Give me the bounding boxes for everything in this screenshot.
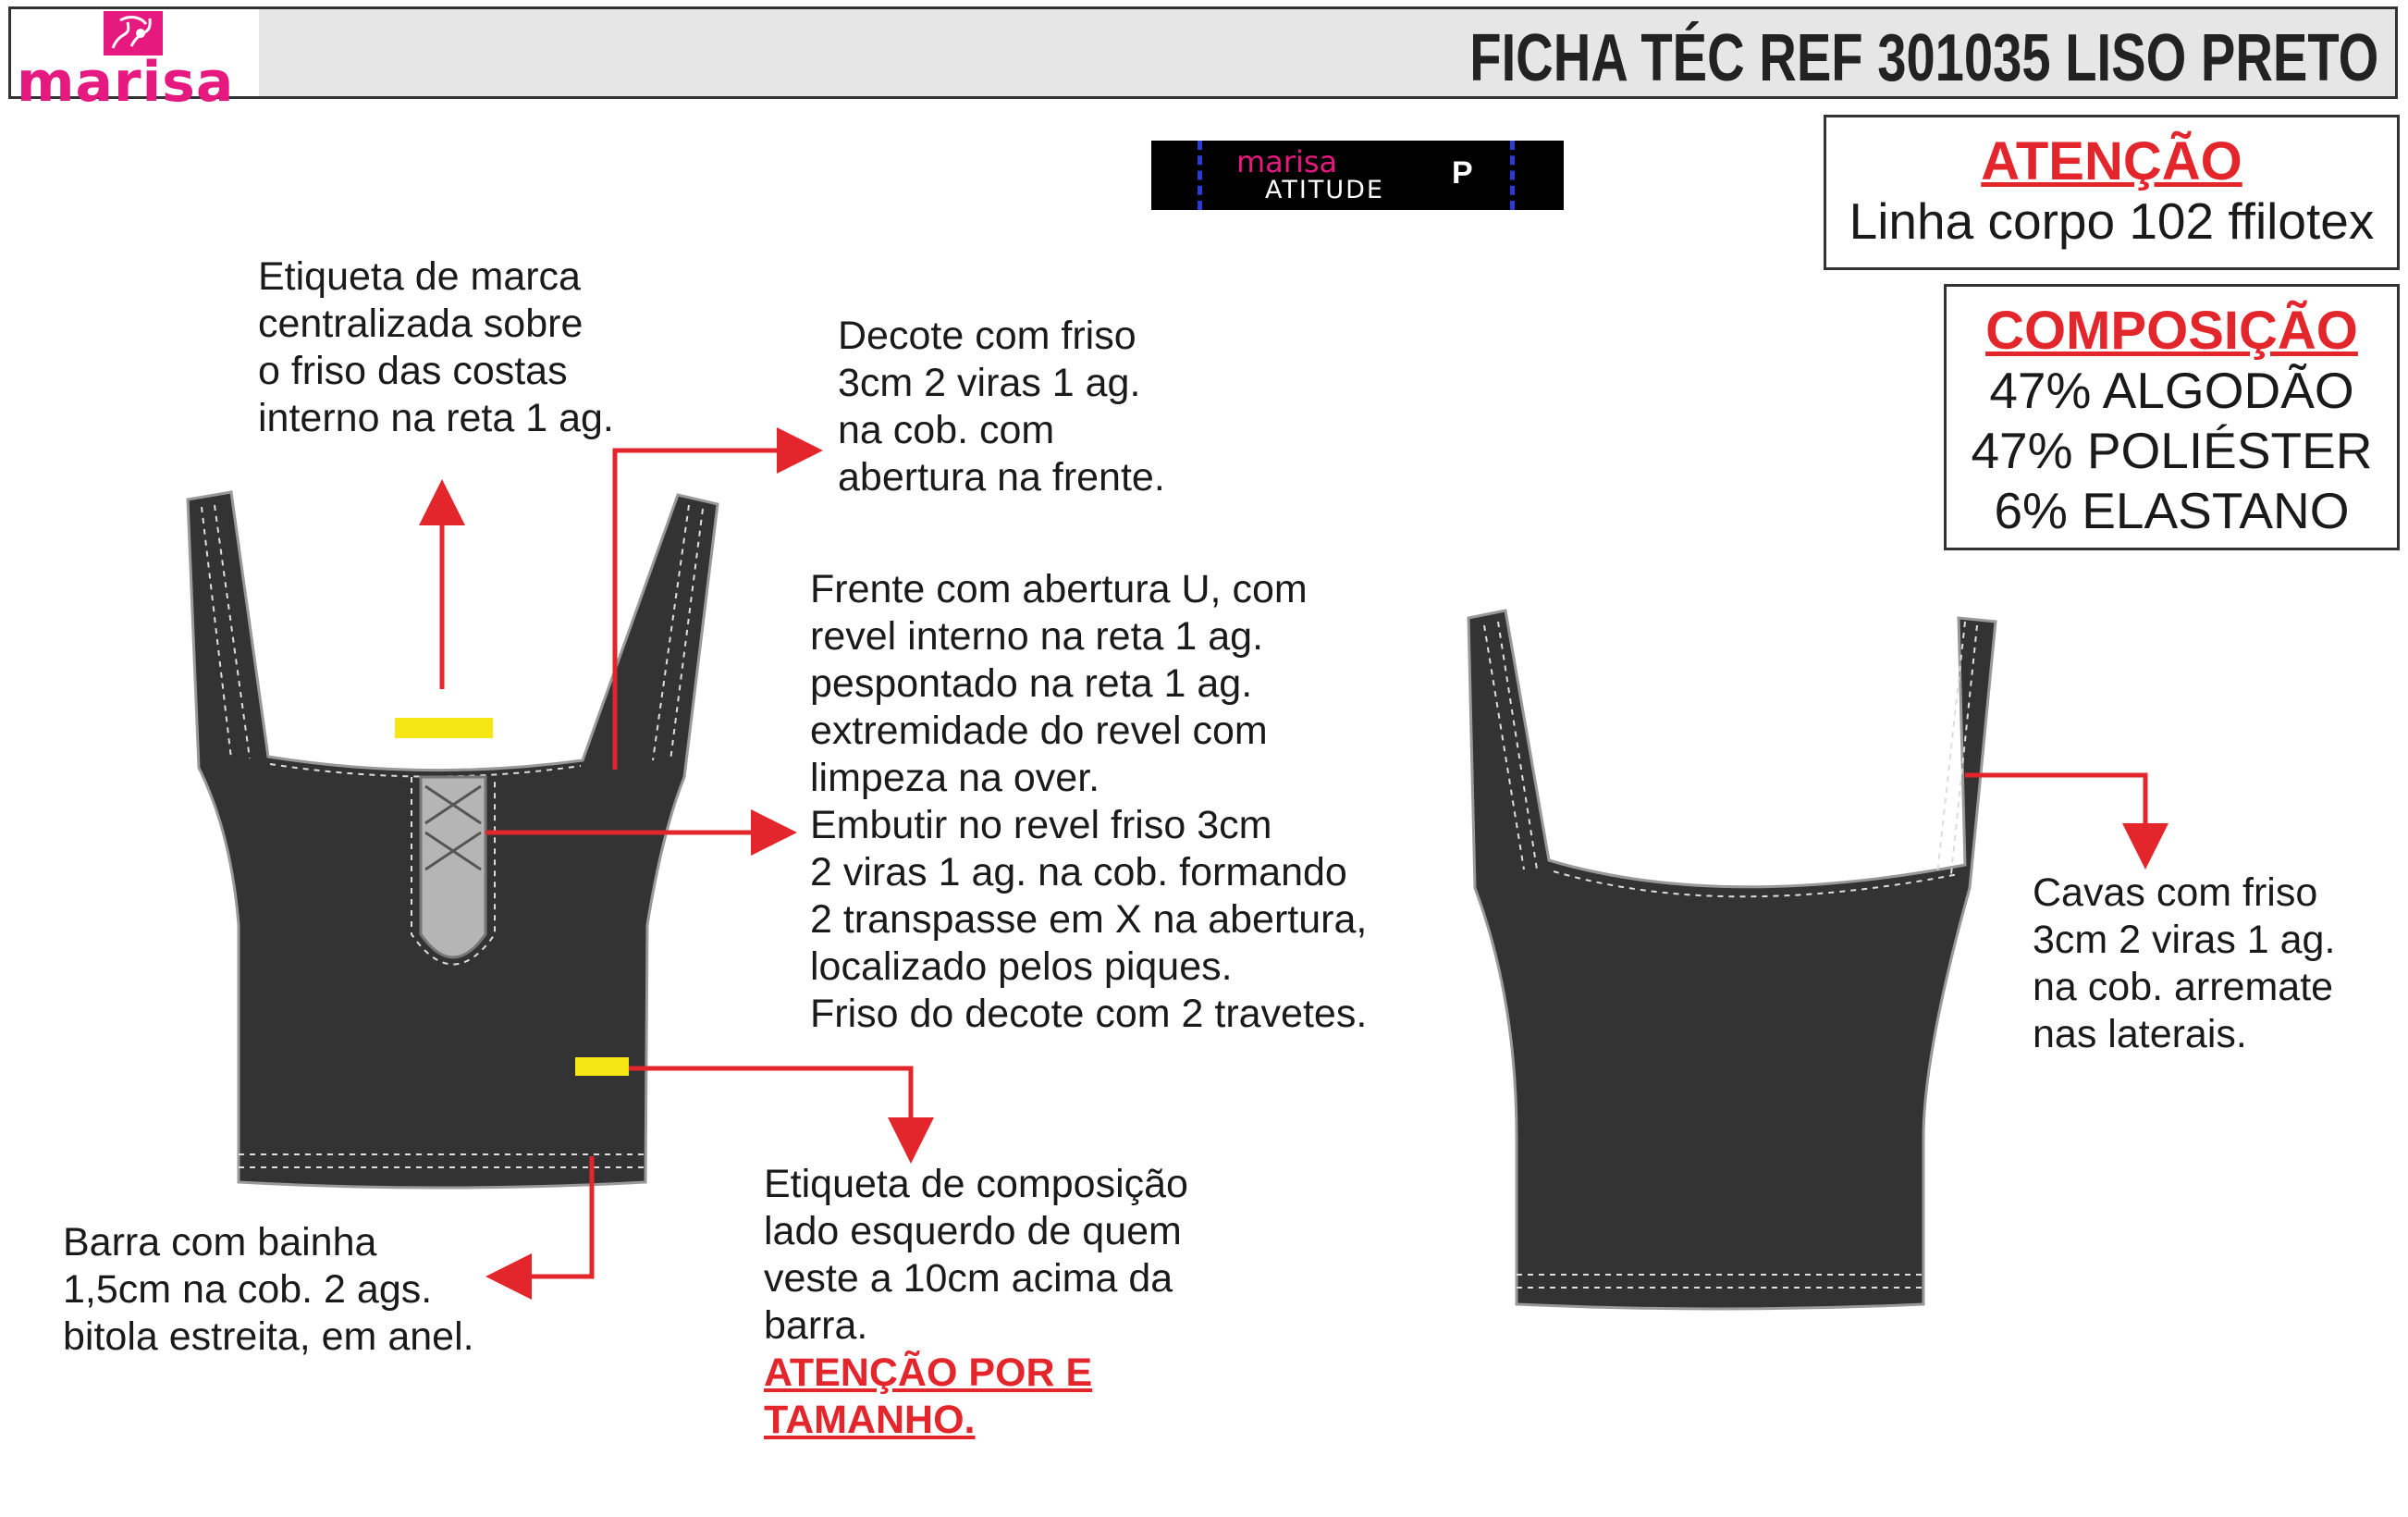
- arrow-armholes: [1965, 775, 2145, 860]
- back-view-garment: [1468, 610, 1996, 1309]
- brand-label-marker: [395, 718, 493, 738]
- front-view-garment: [188, 492, 718, 1188]
- note-armholes: Cavas com friso 3cm 2 viras 1 ag. na cob. arremate nas laterais.: [2033, 870, 2336, 1056]
- arrow-composition-label: [629, 1068, 911, 1154]
- label-line-text: ATITUDE: [1265, 176, 1384, 204]
- label-brand-text: marisa: [1236, 144, 1338, 179]
- label-size-text: P: [1452, 155, 1473, 191]
- page-title: FICHA TÉC REF 301035 LISO PRETO: [1468, 21, 2378, 95]
- brand-logo-text: marisa: [17, 50, 235, 115]
- composition-warning: TAMANHO.: [764, 1398, 976, 1442]
- note-composition-label: Etiqueta de composição lado esquerdo de quem veste a 10cm acima da barra. ATENÇÃO POR E TAMANHO.: [764, 1162, 1188, 1442]
- note-neckline: Decote com friso 3cm 2 viras 1 ag. na cob. com abertura na frente.: [838, 314, 1165, 500]
- composition-warning: ATENÇÃO POR E: [764, 1350, 1093, 1395]
- composition-line: 6% ELASTANO: [1994, 482, 2350, 539]
- attention-heading: ATENÇÃO: [1981, 131, 2242, 191]
- attention-text: Linha corpo 102 ffilotex: [1849, 192, 2375, 250]
- composition-heading: COMPOSIÇÃO: [1985, 301, 2358, 361]
- note-front-opening: Frente com abertura U, com revel interno na reta 1 ag. pespontado na reta 1 ag. extremidade do revel com limpeza na over. Embutir no revel friso 3cm 2 viras 1 ag. na cob. formando 2 transpasse em X na abertura, localizado pelos piques. Friso do decote com 2 travetes.: [810, 567, 1368, 1036]
- composition-label-marker: [575, 1057, 629, 1076]
- composition-line: 47% POLIÉSTER: [1971, 422, 2373, 479]
- note-hem: Barra com bainha 1,5cm na cob. 2 ags. bitola estreita, em anel.: [63, 1220, 474, 1359]
- composition-line: 47% ALGODÃO: [1989, 362, 2354, 419]
- note-brand-label: Etiqueta de marca centralizada sobre o friso das costas interno na reta 1 ag.: [258, 254, 614, 440]
